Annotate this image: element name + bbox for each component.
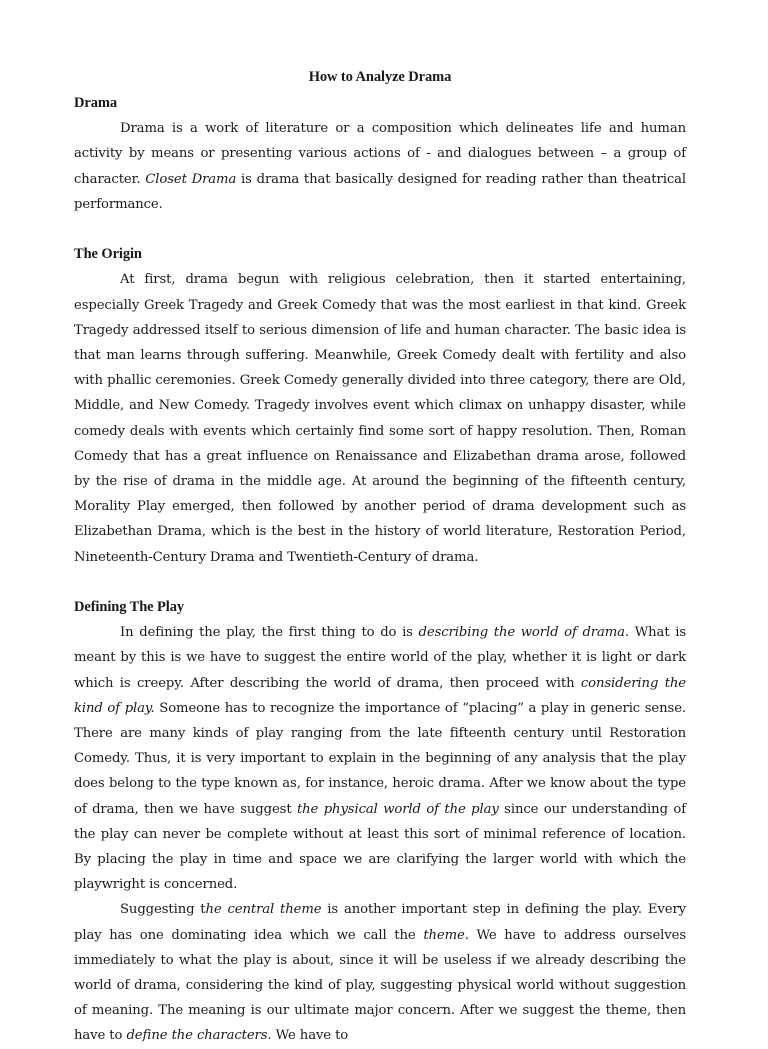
section-heading: Defining The Play xyxy=(74,599,185,616)
italic-text-run: the physical world of the play xyxy=(296,801,499,817)
paragraph xyxy=(74,897,686,1048)
text-run: At first, drama begun with religious celebration, then it started entertaining, especially Greek Tragedy and Greek Comedy that was the most earliest in that kind. Greek Tragedy addressed itself to serious dimension of life and human character. The basic idea is that man learns through suffering. Meanwhile, Greek Comedy dealt with fertility and also with phallic ceremonies. Greek Comedy generally divided into three category, there are Old, Middle, and New Comedy. Tragedy involves event which climax on unhappy disaster, while comedy deals with events which certainly find some sort of happy resolution. Then, Roman Comedy that has a great influence on Renaissance and Elizabethan drama arose, followed by the rise of drama in the middle age. At around the beginning of the fifteenth century, Morality Play emerged, then followed by another period of drama development such as Elizabethan Drama, which is the best in the history of world literature, Restoration Period, Nineteenth-Century Drama and Twentieth-Century of drama. xyxy=(74,272,686,565)
section-defining-the-play xyxy=(74,595,686,1049)
document-title: How to Analyze Drama xyxy=(308,69,452,85)
text-run: Suggesting t xyxy=(120,902,206,918)
italic-text-run: define the characters. xyxy=(126,1028,272,1044)
section-heading: The Origin xyxy=(74,246,142,263)
paragraph xyxy=(74,267,686,569)
italic-text-run: considering the kind of play. xyxy=(74,675,686,716)
spacer xyxy=(74,570,686,595)
section-drama xyxy=(74,91,686,217)
text-run: . We have to address ourselves immediately to what the play is about, since it will be useless if we already describing the world of drama, considering the kind of play, suggesting physical world without suggestion of meaning. The meaning is our ultimate major concern. After we suggest the theme, then have to xyxy=(74,927,686,1044)
text-run: . What is meant by this is we have to suggest the entire world of the play, whether it is light or dark which is creepy. After describing the world of drama, then proceed with xyxy=(74,625,686,691)
spacer xyxy=(74,217,686,242)
text-run: In defining the play, the first thing to do is xyxy=(120,625,419,641)
text-run: is another important step in defining the play. Every play has one dominating idea which we call the xyxy=(74,902,686,943)
paragraph xyxy=(74,620,686,897)
document-page xyxy=(74,66,686,1049)
section-heading: Drama xyxy=(74,95,117,111)
text-run: Drama is a work of literature or a composition which delineates life and human activity by means or presenting various actions of - and dialogues between – a group of character. xyxy=(74,121,686,187)
section-origin xyxy=(74,242,686,570)
paragraph xyxy=(74,116,686,217)
italic-text-run: describing the world of drama xyxy=(418,625,625,641)
text-run: We have to xyxy=(271,1028,349,1044)
italic-text-run: he central theme xyxy=(205,902,322,918)
text-run: Someone has to recognize the importance of “placing” a play in generic sense. There are many kinds of play ranging from the late fifteenth century until Restoration Comedy. Thus, it is very important to explain in the beginning of any analysis that the play does belong to the type known as, for instance, heroic drama. After we know about the type of drama, then we have suggest xyxy=(74,700,686,817)
italic-text-run: Closet Drama xyxy=(145,171,237,187)
italic-text-run: theme xyxy=(423,927,465,943)
text-run: is drama that basically designed for reading rather than theatrical performance. xyxy=(74,171,686,212)
text-run: since our understanding of the play can never be complete without at least this sort of minimal reference of location. By placing the play in time and space we are clarifying the larger world with which the playwright is concerned. xyxy=(74,801,686,893)
